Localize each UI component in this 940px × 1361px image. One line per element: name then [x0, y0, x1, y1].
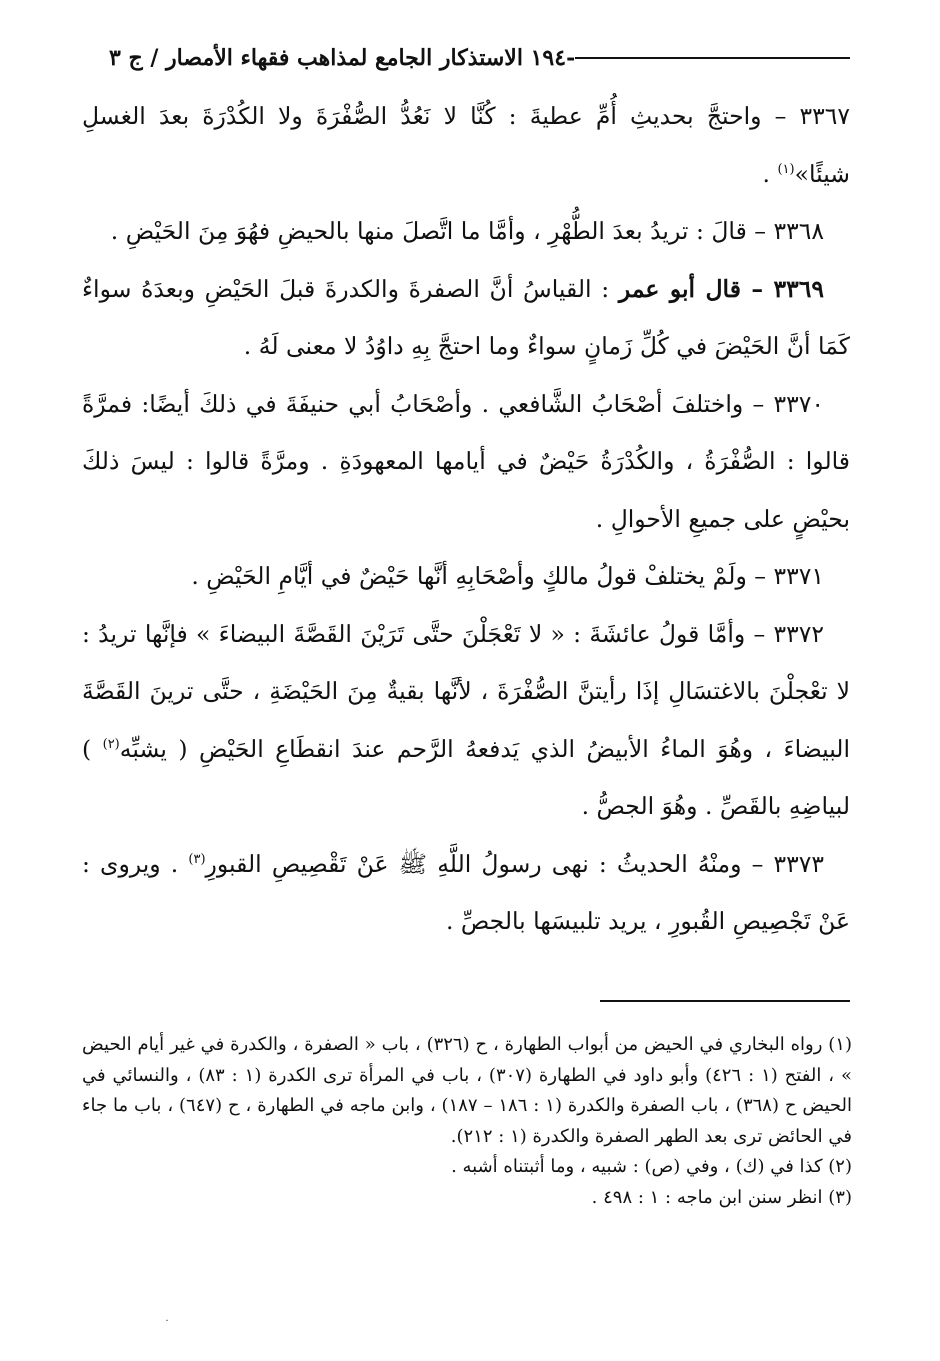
header-title: -١٩٤ الاستذكار الجامع لمذاهب فقهاء الأمصار / ج ٣	[109, 45, 576, 71]
paragraph-3369	[82, 261, 850, 376]
paragraph-text: : القياسُ أنَّ الصفرةَ والكدرةَ قبلَ الحَيْضِ وبعدَهُ سواءٌ كَمَا أنَّ الحَيْضَ في كُلِّ زَمانٍ سواءٌ وما احتجَّ بِهِ داوُدُ لا معنى لَهُ .	[82, 274, 850, 360]
paragraph-text: ٣٣٧٢ – وأمَّا قولُ عائشَةَ : « لا تَعْجَلْنَ حتَّى تَرَيْنَ القَصَّةَ البيضاءَ » فإنَّها تريدُ : لا تعْجلْنَ بالاغتسَالِ إذَا رأيتنَّ الصُّفْرَةَ ، لأنَّها بقيةٌ مِنَ الحَيْضَةِ ، حتَّى ترينَ القَصَّةَ البيضاءَ ، وهُوَ الماءُ الأبيضُ الذي يَدفعهُ الرَّحم عندَ انقطَاعِ الحَيْضِ ( يشبِّه	[82, 619, 850, 763]
paragraph-text: ٣٣٧١ – ولَمْ يختلفْ قولُ مالكٍ وأصْحَابِهِ أنَّها حَيْضٌ في أيَّامِ الحَيْضِ .	[191, 562, 824, 590]
paragraph-tail: . ويروى : عَنْ تَجْصِيصِ القُبورِ ، يريد تلبيسَها بالجصِّ .	[82, 849, 850, 935]
running-header	[95, 38, 850, 78]
paragraph-3367	[82, 88, 850, 203]
paragraph-lead: ٣٣٦٩ – قال أبو عمر	[618, 274, 825, 303]
paragraph-text: ٣٣٦٨ – قالَ : تريدُ بعدَ الطُّهْرِ ، وأمَّا ما اتَّصلَ منها بالحيضِ فهُوَ مِنَ الحَيْضِ .	[110, 217, 824, 245]
paragraph-tail: .	[762, 159, 778, 188]
footnote-ref: (٢)	[102, 736, 120, 752]
footnote-2: (٢) كذا في (ك) ، وفي (ص) : شبيه ، وما أثبتناه أشبه .	[451, 1156, 852, 1177]
footnote-ref: (١)	[777, 161, 795, 177]
footnote-1: (١) رواه البخاري في الحيض من أبواب الطهارة ، ح (٣٢٦) ، باب « الصفرة ، والكدرة في غير أيام الحيض » ، الفتح (١ : ٤٢٦) وأبو داود في الطهارة (٣٠٧) ، باب في المرأة ترى الكدرة (١ : ٨٣) ، والنسائي في الحيض ح (٣٦٨) ، باب الصفرة والكدرة (١ : ١٨٦ – ١٨٧) ، وابن ماجه في الطهارة ، ح (٦٤٧) ، باب ما جاء في الحائض ترى بعد الطهر الصفرة والكدرة (١ : ٢١٢).	[82, 1034, 852, 1147]
paragraph-tail: ) لبياضِهِ بالقَصِّ . وهُوَ الجصُّ .	[82, 734, 850, 820]
footnote-separator	[600, 1000, 850, 1002]
footnote-ref: (٣)	[188, 851, 206, 867]
paragraph-3368	[82, 203, 850, 261]
paragraph-3371	[82, 548, 850, 606]
paragraph-text: ٣٣٧٠ – واختلفَ أصْحَابُ الشَّافعي . وأصْحَابُ أبي حنيفَةَ في ذلكَ أيضًا: فمرَّةً قالوا : الصُّفْرَةُ ، والكُدْرَةُ حَيْضٌ في أيامها المعهودَةِ . ومرَّةً قالوا : ليسَ ذلكَ بحيْضٍ على جميعِ الأحوالِ .	[82, 389, 850, 533]
footnotes	[82, 1030, 852, 1213]
paragraph-3370	[82, 376, 850, 549]
header-rule	[575, 57, 850, 59]
footnote-3: (٣) انظر سنن ابن ماجه : ١ : ٤٩٨ .	[591, 1186, 852, 1208]
paragraph-3372	[82, 606, 850, 836]
paragraph-text: ٣٣٦٧ – واحتجَّ بحديثِ أُمِّ عطيةَ : كُنَّا لا نَعُدُّ الصُّفْرَةَ ولا الكُدْرَةَ بعدَ الغسلِ شيئًا»	[82, 102, 850, 188]
main-text	[82, 88, 850, 951]
paragraph-3373	[82, 836, 850, 951]
page-mark: ˙	[164, 1318, 170, 1332]
paragraph-text: ٣٣٧٣ – ومنْهُ الحديثُ : نهى رسولُ اللَّهِ ﷺ عَنْ تَقْصِيصِ القبورِ	[205, 849, 824, 878]
